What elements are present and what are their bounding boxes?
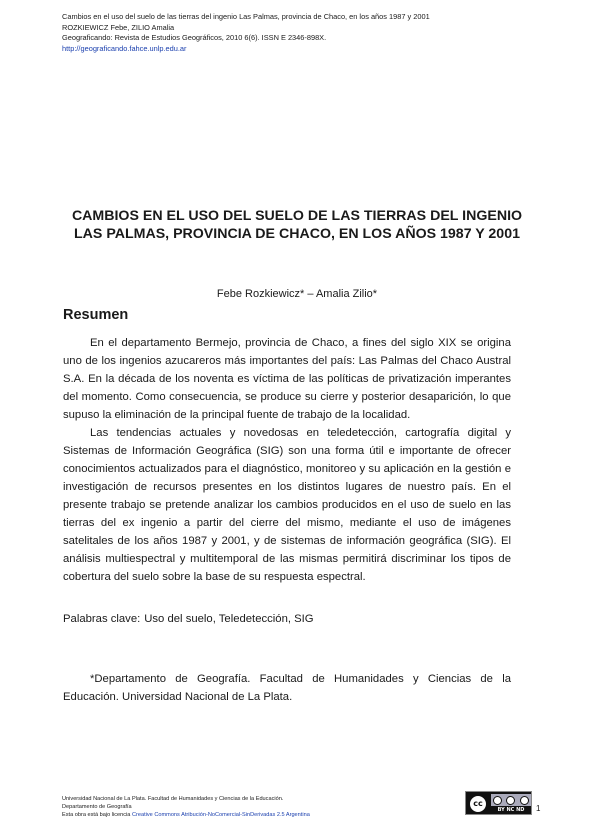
abstract-paragraph: En el departamento Bermejo, provincia de Chaco, a fines del siglo XIX se origina uno de los ingenios azucareros más importantes del país: Las Palmas del Chaco Austral S.A. En la década de los noventa es víctima de las políticas de privatización imperantes del momento. Como consecuencia, se produce su cierre y posterior desaparición, lo que supuso la eliminación de la principal fuente de trabajo de la localidad. (63, 337, 511, 421)
license-link[interactable]: Creative Commons Atribución-NoComercial-SinDerivadas 2.5 Argentina (131, 812, 310, 819)
header-journal: Geograficando: Revista de Estudios Geográficos, 2010 6(6). ISSN E 2346-898X. (62, 33, 327, 42)
cc-terms-icons (491, 794, 531, 806)
footer-license-prefix: Esta obra está bajo licencia (62, 812, 132, 819)
article-authors: Febe Rozkiewicz* – Amalia Zilio* (216, 288, 378, 300)
abstract-heading: Resumen (63, 307, 129, 323)
header-journal-link[interactable]: http://geograficando.fahce.unlp.edu.ar (62, 43, 187, 53)
abstract-paragraph: Las tendencias actuales y novedosas en teledetección, cartografía digital y Sistemas de Información Geográfica (SIG) son una forma útil e importante de ofrecer conocimientos actualizados para el diagnóstico, monitoreo y su aplicación en la gestión e investigación de recursos presentes en los distintos lugares de nuestro país. En el presente trabajo se pretende analizar los cambios producidos en el uso de suelo en las tierras del ex ingenio a partir del cierre del mismo, mediante el uso de imágenes satelitales de los años 1987 y 2001, y de sistemas de información geográfica (SIG). El análisis multiespectral y multitemporal de las mismas permitirá discriminar los tipos de cobertura del suelo sobre la base de su respuesta espectral. (63, 427, 511, 583)
creative-commons-badge[interactable] (465, 791, 532, 815)
header-article-title: Cambios en el uso del suelo de las tierras del ingenio Las Palmas, provincia de Chaco, en los años 1987 y 2001 (62, 12, 430, 21)
page-footer (62, 795, 462, 820)
author-affiliation-footnote (63, 670, 511, 706)
page-number: 1 (536, 804, 541, 813)
abstract-body (63, 334, 511, 586)
noncommercial-icon (506, 796, 515, 805)
footer-department: Departamento de Geografía (62, 804, 132, 811)
keywords-value: Uso del suelo, Teledetección, SIG (144, 613, 314, 625)
cc-logo-icon: cc (468, 794, 488, 814)
noderivatives-icon (520, 796, 529, 805)
attribution-icon (493, 796, 502, 805)
article-title: CAMBIOS EN EL USO DEL SUELO DE LAS TIERRAS DEL INGENIO LAS PALMAS, PROVINCIA DE CHACO, EN LOS AÑOS 1987 Y 2001 (71, 208, 523, 242)
running-header (62, 12, 532, 54)
cc-terms-text: BY NC ND (497, 807, 525, 813)
header-authors: ROZKIEWICZ Febe, ZILIO Amalia (62, 22, 175, 32)
footer-license-line (62, 811, 462, 819)
keywords-label: Palabras clave: (63, 613, 141, 625)
footnote-text: *Departamento de Geografía. Facultad de Humanidades y Ciencias de la Educación. Universidad Nacional de La Plata. (63, 673, 511, 703)
keywords (63, 613, 511, 625)
footer-institution: Universidad Nacional de La Plata. Facultad de Humanidades y Ciencias de la Educación. (62, 796, 284, 802)
